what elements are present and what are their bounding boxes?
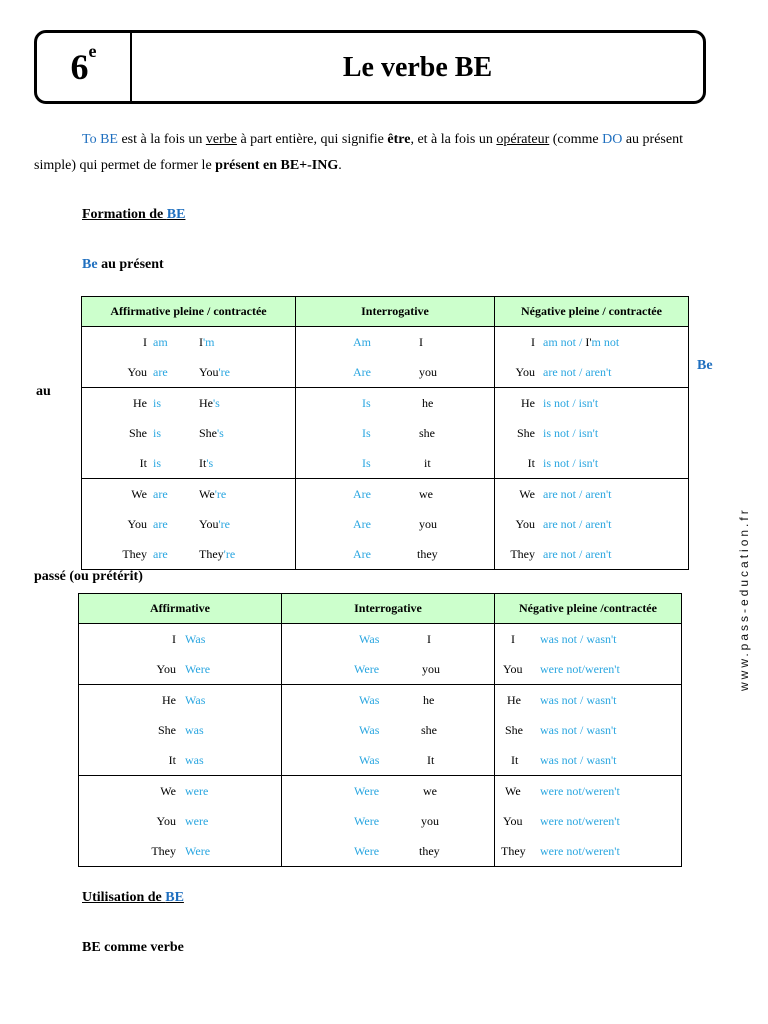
question-verb: Are (353, 487, 371, 501)
present-heading-be: Be (82, 257, 98, 272)
intro-text: . (338, 158, 342, 173)
contracted-verb: 're (218, 365, 230, 379)
contracted-verb: 's (217, 426, 224, 440)
list-item (82, 448, 295, 478)
list-item (282, 776, 494, 806)
past-negative-cell (495, 624, 682, 685)
question-pronoun: they (419, 844, 440, 858)
present-affirmative-cell (82, 327, 296, 388)
list-item (82, 327, 295, 357)
list-item (82, 479, 295, 509)
list-item (282, 654, 494, 684)
verb-form: was (185, 753, 204, 767)
question-verb: Was (359, 723, 380, 737)
contracted-verb: 're (218, 517, 230, 531)
question-pronoun: you (422, 662, 440, 676)
list-item (296, 388, 494, 418)
present-negative-cell (495, 388, 689, 479)
list-item (282, 836, 494, 866)
list-item (282, 745, 494, 775)
list-item (495, 448, 688, 478)
negative-pronoun: You (515, 365, 535, 379)
list-item (79, 624, 281, 654)
grade-number: 6 (70, 47, 89, 87)
verb-form: Was (185, 693, 206, 707)
present-header-negative: Négative pleine / contractée (495, 297, 689, 327)
list-item (282, 685, 494, 715)
question-pronoun: you (419, 365, 437, 379)
verb-form: is (153, 396, 162, 410)
contracted-form (199, 365, 230, 380)
table-row (79, 685, 682, 776)
question-verb: Were (354, 814, 380, 828)
intro-text: à part entière, qui signifie (236, 132, 388, 147)
pronoun: We (131, 487, 147, 501)
negative-form: were not/weren't (540, 784, 620, 798)
intro-text: est à la fois un (117, 132, 206, 147)
list-item (82, 357, 295, 387)
negative-pronoun: It (511, 753, 519, 767)
list-item (79, 654, 281, 684)
question-pronoun: she (419, 426, 435, 440)
verb-form: are (153, 365, 168, 379)
negative-pronoun: She (517, 426, 535, 440)
contracted-pronoun: It (199, 456, 207, 470)
list-item (79, 836, 281, 866)
past-negative-cell (495, 776, 682, 867)
be-verbe-heading: BE comme verbe (82, 940, 184, 955)
verb-form: were (185, 784, 209, 798)
question-verb: Were (354, 662, 380, 676)
present-heading-text: au présent (97, 257, 164, 272)
negative-form: was not / wasn't (540, 723, 617, 737)
list-item (82, 509, 295, 539)
table-row (79, 624, 682, 685)
pronoun: You (156, 814, 176, 828)
contracted-verb: 're (214, 487, 227, 501)
question-verb: Is (362, 456, 371, 470)
intro-text: (comme (549, 132, 603, 147)
list-item (296, 479, 494, 509)
intro-do: DO (602, 132, 623, 147)
list-item (495, 806, 681, 836)
list-item (79, 745, 281, 775)
list-item (79, 685, 281, 715)
list-item (495, 539, 688, 569)
question-verb: Are (353, 517, 371, 531)
contracted-pronoun: We (199, 487, 215, 501)
negative-form: are not / aren't (543, 487, 612, 501)
contracted-form (199, 517, 230, 532)
list-item (79, 806, 281, 836)
verb-form: are (153, 547, 168, 561)
list-item (79, 715, 281, 745)
intro-operateur: opérateur (496, 132, 550, 147)
past-header-negative: Négative pleine /contractée (495, 594, 682, 624)
list-item (495, 388, 688, 418)
present-table (81, 296, 689, 570)
negative-full: am not / (543, 335, 586, 349)
negative-form (543, 335, 619, 350)
table-row (82, 479, 689, 570)
question-pronoun: you (419, 517, 437, 531)
verb-form: Was (185, 632, 206, 646)
contracted-verb: 's (206, 456, 214, 470)
present-affirmative-cell (82, 388, 296, 479)
negative-form: were not/weren't (540, 844, 620, 858)
negative-contracted-verb: m not (591, 335, 620, 349)
pronoun: I (143, 335, 147, 349)
list-item (495, 654, 681, 684)
question-verb: Am (353, 335, 371, 349)
intro-text: au présent simple) qui permet de former le (34, 132, 683, 173)
negative-form: was not / wasn't (540, 693, 617, 707)
negative-form: was not / wasn't (540, 753, 617, 767)
list-item (495, 624, 681, 654)
present-negative-cell (495, 479, 689, 570)
verb-form: are (153, 487, 168, 501)
negative-pronoun: You (503, 814, 523, 828)
question-pronoun: he (422, 396, 434, 410)
negative-pronoun: He (521, 396, 535, 410)
contracted-verb: 'm (203, 335, 215, 349)
pronoun: It (139, 456, 147, 470)
question-pronoun: I (427, 632, 431, 646)
table-row (82, 388, 689, 479)
list-item (495, 327, 688, 357)
pronoun: You (156, 662, 176, 676)
negative-pronoun: We (519, 487, 535, 501)
list-item (495, 776, 681, 806)
past-negative-cell (495, 685, 682, 776)
negative-pronoun: She (505, 723, 523, 737)
past-interrogative-cell (282, 685, 495, 776)
present-interrogative-cell (296, 327, 495, 388)
negative-pronoun: We (505, 784, 521, 798)
present-affirmative-cell (82, 479, 296, 570)
pronoun: You (127, 517, 147, 531)
list-item (79, 776, 281, 806)
list-item (282, 715, 494, 745)
grade-superscript: e (88, 41, 97, 61)
contracted-form (199, 547, 235, 562)
past-affirmative-cell (79, 624, 282, 685)
past-heading: passé (ou prétérit) (34, 569, 143, 584)
utilisation-heading-text: Utilisation de (82, 890, 166, 905)
negative-form: are not / aren't (543, 547, 612, 561)
intro-paragraph (34, 127, 706, 179)
pronoun: It (168, 753, 176, 767)
pronoun: They (151, 844, 176, 858)
contracted-verb: 're (223, 547, 236, 561)
verb-form: Were (185, 844, 211, 858)
contracted-form (199, 456, 213, 471)
intro-etre: être (387, 132, 411, 147)
question-verb: Is (362, 396, 371, 410)
question-verb: Is (362, 426, 371, 440)
present-negative-cell (495, 327, 689, 388)
title-box (34, 30, 706, 104)
contracted-pronoun: I (199, 335, 203, 349)
list-item (282, 806, 494, 836)
list-item (495, 715, 681, 745)
pronoun: They (122, 547, 147, 561)
list-item (296, 539, 494, 569)
question-verb: Was (359, 693, 380, 707)
past-header-affirmative: Affirmative (79, 594, 282, 624)
contracted-form (199, 335, 215, 350)
negative-pronoun: You (515, 517, 535, 531)
negative-form: were not/weren't (540, 662, 620, 676)
list-item (495, 836, 681, 866)
question-verb: Was (359, 753, 380, 767)
intro-text: , et à la fois un (410, 132, 497, 147)
list-item (296, 357, 494, 387)
side-label-au: au (36, 384, 51, 399)
list-item (495, 745, 681, 775)
watermark: www.pass-education.fr (737, 507, 751, 691)
pronoun: He (162, 693, 176, 707)
negative-pronoun: It (527, 456, 535, 470)
question-pronoun: we (419, 487, 433, 501)
negative-form: are not / aren't (543, 517, 612, 531)
list-item (296, 509, 494, 539)
negative-pronoun: You (503, 662, 523, 676)
question-pronoun: she (421, 723, 437, 737)
present-header-affirmative: Affirmative pleine / contractée (82, 297, 296, 327)
question-verb: Were (354, 844, 380, 858)
negative-form: is not / isn't (543, 426, 599, 440)
negative-pronoun: He (507, 693, 521, 707)
question-verb: Are (353, 547, 371, 561)
question-pronoun: you (421, 814, 439, 828)
negative-form: was not / wasn't (540, 632, 617, 646)
question-pronoun: we (423, 784, 437, 798)
verb-form: is (153, 456, 162, 470)
past-header-interrogative: Interrogative (282, 594, 495, 624)
pronoun: He (133, 396, 147, 410)
verb-form: am (153, 335, 168, 349)
present-heading (82, 257, 164, 273)
past-affirmative-cell (79, 685, 282, 776)
side-label-be: Be (697, 358, 713, 373)
list-item (495, 685, 681, 715)
list-item (495, 509, 688, 539)
contracted-form (199, 396, 220, 411)
past-interrogative-cell (282, 624, 495, 685)
pronoun: She (129, 426, 147, 440)
present-header-interrogative: Interrogative (296, 297, 495, 327)
negative-pronoun: I (531, 335, 535, 349)
contracted-verb: 's (213, 396, 220, 410)
question-pronoun: it (424, 456, 431, 470)
list-item (495, 479, 688, 509)
pronoun: She (158, 723, 176, 737)
verb-form: are (153, 517, 168, 531)
list-item (495, 357, 688, 387)
present-interrogative-cell (296, 479, 495, 570)
list-item (82, 388, 295, 418)
contracted-pronoun: You (199, 365, 219, 379)
formation-heading (82, 207, 185, 223)
list-item (82, 418, 295, 448)
question-pronoun: he (423, 693, 435, 707)
negative-contracted-pronoun: I' (585, 335, 592, 349)
intro-to-be: To BE (82, 132, 118, 147)
table-row (82, 327, 689, 388)
list-item (282, 624, 494, 654)
negative-form: were not/weren't (540, 814, 620, 828)
formation-heading-text: Formation de (82, 207, 167, 222)
contracted-pronoun: They (199, 547, 224, 561)
contracted-form (199, 487, 226, 502)
contracted-pronoun: You (199, 517, 219, 531)
question-pronoun: they (417, 547, 438, 561)
list-item (296, 448, 494, 478)
question-verb: Were (354, 784, 380, 798)
negative-form: is not / isn't (543, 396, 599, 410)
question-verb: Was (359, 632, 380, 646)
contracted-pronoun: He (199, 396, 213, 410)
negative-pronoun: They (501, 844, 526, 858)
utilisation-heading-be: BE (165, 890, 184, 905)
verb-form: were (185, 814, 209, 828)
intro-present-be-ing: présent en BE+-ING (215, 158, 339, 173)
negative-pronoun: I (511, 632, 515, 646)
verb-form: was (185, 723, 204, 737)
present-interrogative-cell (296, 388, 495, 479)
intro-verbe: verbe (205, 132, 237, 147)
negative-pronoun: They (510, 547, 535, 561)
list-item (82, 539, 295, 569)
verb-form: is (153, 426, 162, 440)
list-item (296, 327, 494, 357)
past-interrogative-cell (282, 776, 495, 867)
pronoun: We (160, 784, 176, 798)
past-table (78, 593, 682, 867)
question-pronoun: I (419, 335, 423, 349)
grade-level (37, 33, 132, 101)
verb-form: Were (185, 662, 211, 676)
negative-form: is not / isn't (543, 456, 599, 470)
table-row (79, 776, 682, 867)
pronoun: You (127, 365, 147, 379)
formation-heading-be: BE (166, 207, 186, 222)
list-item (495, 418, 688, 448)
past-affirmative-cell (79, 776, 282, 867)
contracted-form (199, 426, 224, 441)
contracted-pronoun: She (199, 426, 217, 440)
negative-form: are not / aren't (543, 365, 612, 379)
list-item (296, 418, 494, 448)
utilisation-heading (82, 890, 184, 906)
question-verb: Are (353, 365, 371, 379)
page-title: Le verbe BE (342, 52, 493, 83)
pronoun: I (172, 632, 176, 646)
question-pronoun: It (427, 753, 435, 767)
